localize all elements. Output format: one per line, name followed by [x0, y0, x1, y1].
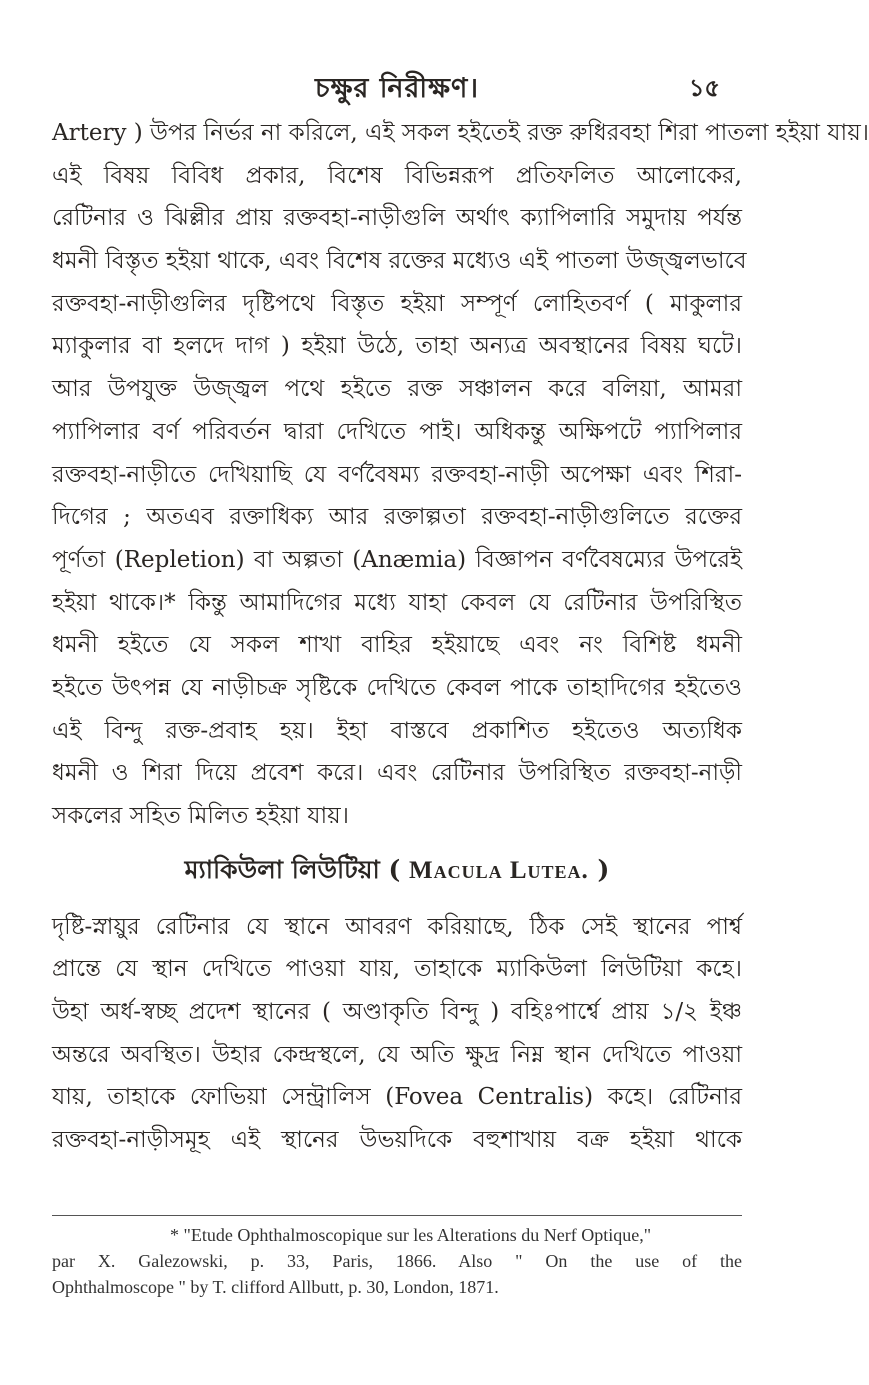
text-line: রক্তবহা-নাড়ীতে দেখিয়াছি যে বর্ণবৈষম্য রক্তবহা-নাড়ী অপেক্ষা এবং শিরা-: [52, 461, 742, 488]
text-line: ম্যাকুলার বা হলদে দাগ ) হইয়া উঠে, তাহা অন্যত্র অবস্থানের বিষয় ঘটে।: [52, 333, 742, 360]
text-line: আর উপযুক্ত উজ্জ্বল পথে হইতে রক্ত সঞ্চালন করে বলিয়া, আমরা: [52, 376, 742, 403]
text-line: দিগের ; অতএব রক্তাধিক্য আর রক্তাল্পতা রক্তবহা-নাড়ীগুলিতে রক্তের: [52, 504, 742, 531]
footnote-line: Ophthalmoscope " by T. clifford Allbutt, p. 30, London, 1871.: [52, 1277, 499, 1297]
heading-paren-close: ): [588, 854, 610, 884]
text-line: ধমনী বিস্তৃত হইয়া থাকে, এবং বিশেষ রক্তের মধ্যেও এই পাতলা উজ্জ্বলভাবে: [52, 248, 747, 275]
text-line: রেটিনার ও ঝিল্লীর প্রায় রক্তবহা-নাড়ীগুলি অর্থাৎ ক্যাপিলারি সমুদায় পর্যন্ত: [52, 205, 742, 232]
text-line: প্রান্তে যে স্থান দেখিতে পাওয়া যায়, তাহাকে ম্যাকিউলা লিউটিয়া কহে।: [52, 956, 742, 983]
text-line: প্যাপিলার বর্ণ পরিবর্তন দ্বারা দেখিতে পাই। অধিকন্তু অক্ষিপটে প্যাপিলার: [52, 418, 742, 445]
section-heading: [52, 848, 742, 892]
text-line: হইতে উৎপন্ন যে নাড়ীচক্র সৃষ্টিকে দেখিতে কেবল পাকে তাহাদিগের হইতেও: [52, 674, 742, 701]
footnote-line: * "Etude Ophthalmoscopique sur les Alterations du Nerf Optique,": [170, 1225, 652, 1245]
text-line: ধমনী হইতে যে সকল শাখা বাহির হইয়াছে এবং নং বিশিষ্ট ধমনী: [52, 632, 742, 659]
text-line: পূর্ণতা (Repletion) বা অল্পতা (Anæmia) বিজ্ঞাপন বর্ণবৈষম্যের উপরেই: [52, 546, 742, 573]
text-line: Artery ) উপর নির্ভর না করিলে, এই সকল হইতেই রক্ত রুধিরবহা শিরা পাতলা হইয়া যায়।: [52, 120, 869, 146]
footnote-line: par X. Galezowski, p. 33, Paris, 1866. Also " On the use of the: [52, 1251, 742, 1271]
text-line: রক্তবহা-নাড়ীসমূহ এই স্থানের উভয়দিকে বহুশাখায় বক্র হইয়া থাকে: [52, 1127, 742, 1154]
text-line: দৃষ্টি-স্নায়ুর রেটিনার যে স্থানে আবরণ করিয়াছে, ঠিক সেই স্থানের পার্শ্ব: [52, 913, 742, 940]
text-line: এই বিন্দু রক্ত-প্রবাহ হয়। ইহা বাস্তবে প্রকাশিত হইতেও অত্যধিক: [52, 717, 742, 744]
heading-latin: Macula Lutea.: [409, 856, 589, 884]
text-line: অন্তরে অবস্থিত। উহার কেন্দ্রস্থলে, যে অতি ক্ষুদ্র নিম্ন স্থান দেখিতে পাওয়া: [52, 1041, 742, 1068]
text-line: সকলের সহিত মিলিত হইয়া যায়।: [52, 803, 349, 829]
text-line: ধমনী ও শিরা দিয়ে প্রবেশ করে। এবং রেটিনার উপরিস্থিত রক্তবহা-নাড়ী: [52, 760, 742, 787]
running-title: চক্ষুর নিরীক্ষণ।: [315, 73, 479, 104]
text-line: হইয়া থাকে।* কিন্তু আমাদিগের মধ্যে যাহা কেবল যে রেটিনার উপরিস্থিত: [52, 589, 742, 616]
page-number: ১৫: [688, 73, 720, 102]
heading-bengali: ম্যাকিউলা লিউটিয়া: [184, 854, 380, 884]
footnote: [52, 1222, 742, 1300]
text-line: উহা অর্ধ-স্বচ্ছ প্রদেশ স্থানের ( অণ্ডাকৃতি বিন্দু ) বহিঃপার্শ্বে প্রায় ১/২ ইঞ্চ: [52, 999, 742, 1026]
text-line: যায়, তাহাকে ফোভিয়া সেন্ট্রালিস (Fovea Centralis) কহে। রেটিনার: [52, 1084, 742, 1111]
text-line: রক্তবহা-নাড়ীগুলির দৃষ্টিপথে বিস্তৃত হইয়া সম্পূর্ণ লোহিতবর্ণ ( মাকুলার: [52, 290, 742, 317]
footnote-rule: [52, 1215, 742, 1216]
heading-paren-open: (: [388, 854, 409, 884]
text-line: এই বিষয় বিবিধ প্রকার, বিশেষ বিভিন্নরূপ প্রতিফলিত আলোকের,: [52, 162, 742, 189]
page-body: [52, 112, 869, 1162]
page-header: [52, 68, 742, 108]
paragraph-2: [52, 906, 742, 1162]
paragraph-1: [52, 112, 869, 838]
